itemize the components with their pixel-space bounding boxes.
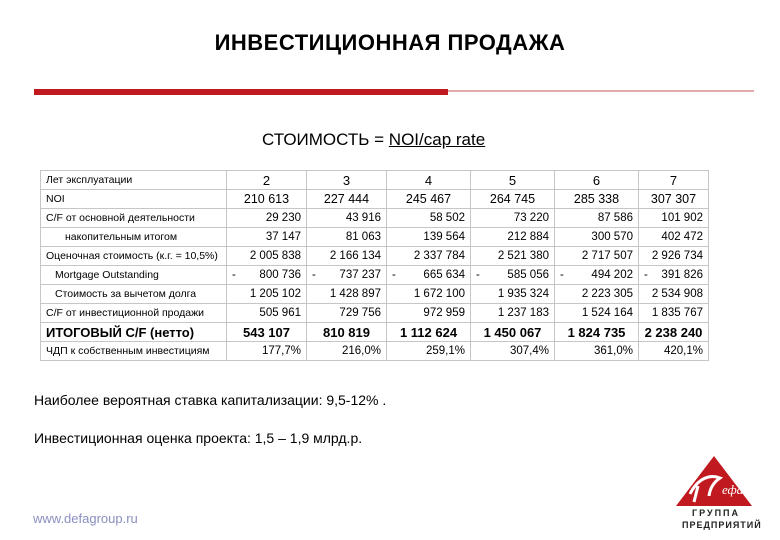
table-cell: 1 450 067	[471, 323, 555, 342]
table-cell: 300 570	[555, 228, 639, 247]
table-cell: 29 230	[227, 209, 307, 228]
negative-sign: -	[476, 269, 480, 281]
table-cell: 1 428 897	[307, 285, 387, 304]
table-cell: 139 564	[387, 228, 471, 247]
formula-rhs: NOI/cap rate	[388, 130, 486, 149]
table-cell: 37 147	[227, 228, 307, 247]
cell-value: 494 202	[591, 269, 633, 281]
table-cell: 58 502	[387, 209, 471, 228]
logo-triangle	[676, 456, 752, 506]
table-cell: 81 063	[307, 228, 387, 247]
row-label: ИТОГОВЫЙ C/F (нетто)	[41, 323, 227, 342]
table-cell	[639, 266, 709, 285]
table-row-operating-cf	[41, 209, 709, 228]
table-cell: 810 819	[307, 323, 387, 342]
row-label: C/F от основной деятельности	[41, 209, 227, 228]
formula-lhs: СТОИМОСТЬ	[262, 130, 370, 149]
table-cell: 2 717 507	[555, 247, 639, 266]
table-cell	[471, 266, 555, 285]
table-cell: 259,1%	[387, 342, 471, 361]
table-header-row	[41, 171, 709, 190]
logo-script: ефа	[722, 482, 744, 497]
row-label: накопительным итогом	[41, 228, 227, 247]
header-label: Лет эксплуатации	[41, 171, 227, 190]
table-cell: 402 472	[639, 228, 709, 247]
table-cell: 361,0%	[555, 342, 639, 361]
cell-value: 585 056	[507, 269, 549, 281]
cell-value: 800 736	[259, 269, 301, 281]
table-cell	[227, 266, 307, 285]
table-cell: 543 107	[227, 323, 307, 342]
row-label: ЧДП к собственным инвестициям	[41, 342, 227, 361]
negative-sign: -	[232, 269, 236, 281]
table-cell: 1 112 624	[387, 323, 471, 342]
table-row-sale-cf	[41, 304, 709, 323]
table-row-cumulative	[41, 228, 709, 247]
table-row-mortgage	[41, 266, 709, 285]
table-row-estimated-value	[41, 247, 709, 266]
table-cell: 87 586	[555, 209, 639, 228]
table-cell: 2 238 240	[639, 323, 709, 342]
table-cell: 264 745	[471, 190, 555, 209]
table-cell: 1 672 100	[387, 285, 471, 304]
cell-value: 737 237	[339, 269, 381, 281]
negative-sign: -	[312, 269, 316, 281]
table-cell: 227 444	[307, 190, 387, 209]
row-label: NOI	[41, 190, 227, 209]
table-cell: 1 205 102	[227, 285, 307, 304]
table-cell: 972 959	[387, 304, 471, 323]
cash-flow-table	[40, 170, 709, 361]
row-label: C/F от инвестиционной продажи	[41, 304, 227, 323]
row-label: Mortgage Outstanding	[41, 266, 227, 285]
table-cell: 2 521 380	[471, 247, 555, 266]
year-cell: 7	[639, 171, 709, 190]
negative-sign: -	[392, 269, 396, 281]
year-cell: 4	[387, 171, 471, 190]
table-cell: 1 524 164	[555, 304, 639, 323]
table-cell: 177,7%	[227, 342, 307, 361]
table-cell: 729 756	[307, 304, 387, 323]
table-cell: 1 935 324	[471, 285, 555, 304]
table-cell: 505 961	[227, 304, 307, 323]
table-row-irr	[41, 342, 709, 361]
table-cell: 245 467	[387, 190, 471, 209]
year-cell: 2	[227, 171, 307, 190]
negative-sign: -	[560, 269, 564, 281]
website-link[interactable]: www.defagroup.ru	[33, 511, 138, 526]
valuation-note: Инвестиционная оценка проекта: 1,5 – 1,9 млрд.р.	[34, 430, 363, 446]
cell-value: 665 634	[423, 269, 465, 281]
table-cell: 307,4%	[471, 342, 555, 361]
table-cell: 2 005 838	[227, 247, 307, 266]
table-cell: 73 220	[471, 209, 555, 228]
table-cell: 1 237 183	[471, 304, 555, 323]
table-row-value-net-debt	[41, 285, 709, 304]
table-cell: 216,0%	[307, 342, 387, 361]
table-cell: 1 824 735	[555, 323, 639, 342]
year-cell: 3	[307, 171, 387, 190]
table-cell: 2 223 305	[555, 285, 639, 304]
table-cell: 2 166 134	[307, 247, 387, 266]
table-cell	[555, 266, 639, 285]
cell-value: 391 826	[661, 269, 703, 281]
table-cell: 1 835 767	[639, 304, 709, 323]
title-divider-accent	[34, 89, 448, 95]
table-row-noi	[41, 190, 709, 209]
table-cell: 43 916	[307, 209, 387, 228]
title-divider-line	[448, 90, 754, 92]
year-cell: 5	[471, 171, 555, 190]
table-cell: 2 926 734	[639, 247, 709, 266]
table-cell: 307 307	[639, 190, 709, 209]
logo-line-group: ГРУППА	[691, 508, 741, 518]
negative-sign: -	[644, 269, 648, 281]
row-label: Оценочная стоимость (к.г. = 10,5%)	[41, 247, 227, 266]
table-cell: 101 902	[639, 209, 709, 228]
slide-title: ИНВЕСТИЦИОННАЯ ПРОДАЖА	[214, 30, 566, 55]
table-cell: 212 884	[471, 228, 555, 247]
row-label: Стоимость за вычетом долга	[41, 285, 227, 304]
year-cell: 6	[555, 171, 639, 190]
valuation-formula	[262, 130, 485, 150]
table-cell: 420,1%	[639, 342, 709, 361]
table-row-total	[41, 323, 709, 342]
table-cell	[307, 266, 387, 285]
cap-rate-note: Наиболее вероятная ставка капитализации: 9,5-12% .	[34, 392, 387, 408]
table-cell: 210 613	[227, 190, 307, 209]
table-cell	[387, 266, 471, 285]
logo-line-enterprises: ПРЕДПРИЯТИЙ	[682, 520, 762, 530]
formula-equals: =	[369, 130, 389, 149]
table-cell: 2 337 784	[387, 247, 471, 266]
table-cell: 2 534 908	[639, 285, 709, 304]
table-cell: 285 338	[555, 190, 639, 209]
